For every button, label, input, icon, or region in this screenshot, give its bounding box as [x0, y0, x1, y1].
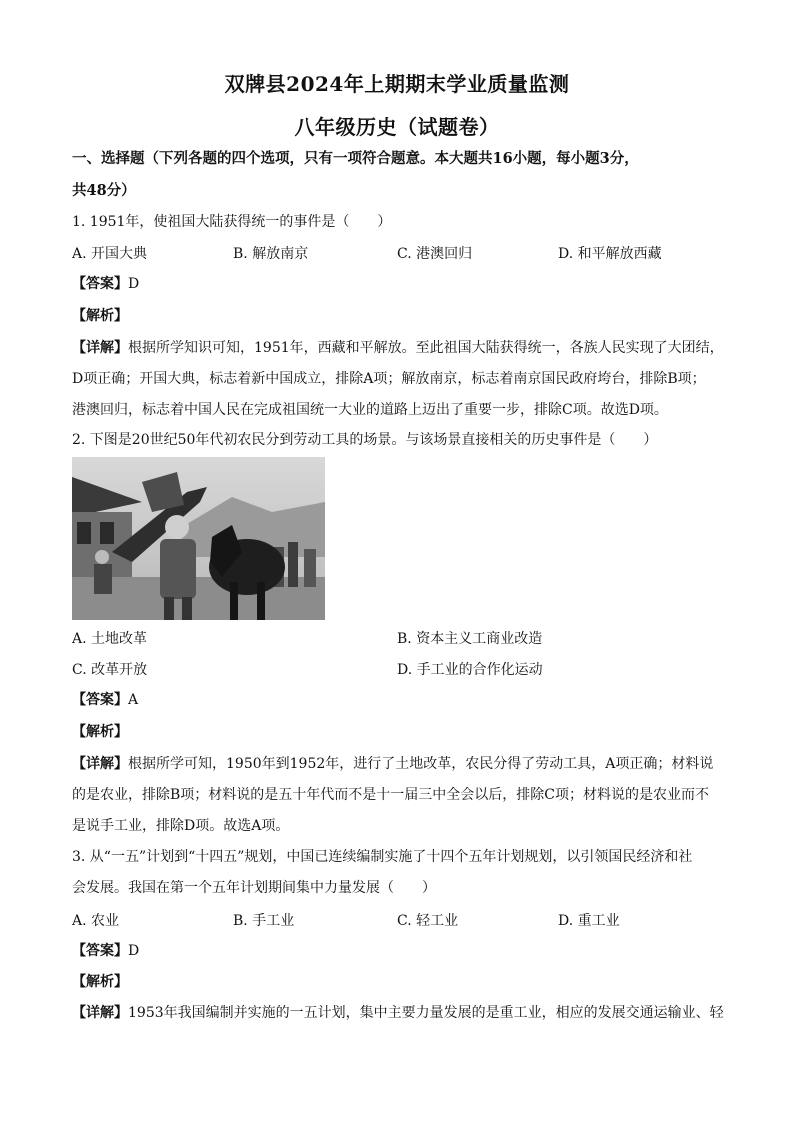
q1-option-a: A. 开国大典	[72, 246, 148, 262]
answer-tag: 【答案】	[72, 276, 128, 292]
detail-text: 根据所学知识可知，1951年，西藏和平解放。至此祖国大陆获得统一，各族人民实现了大团结，	[128, 340, 724, 356]
answer-value: D	[128, 276, 140, 292]
q3-answer	[72, 941, 724, 961]
q1-detail-line3: 港澳回归，标志着中国人民在完成祖国统一大业的道路上迈出了重要一步，排除C项。故选D项。	[72, 402, 668, 418]
section-heading-line1: 一、选择题（下列各题的四个选项，只有一项符合题意。本大题共16小题，每小题3分，	[72, 150, 639, 167]
q3-detail-line1	[72, 1003, 724, 1023]
q2-detail-line2: 的是农业，排除B项；材料说的是五十年代而不是十一届三中全会以后，排除C项；材料说的是农业而不	[72, 787, 709, 803]
q2-option-c: C. 改革开放	[72, 662, 148, 678]
q2-option-b: B. 资本主义工商业改造	[397, 631, 543, 647]
q3-option-d: D. 重工业	[558, 913, 620, 929]
exam-title: 双牌县2024年上期期末学业质量监测	[224, 72, 570, 96]
detail-text: 根据所学可知，1950年到1952年，进行了土地改革，农民分得了劳动工具，A项正确；材料说	[128, 756, 714, 772]
answer-tag: 【答案】	[72, 943, 128, 959]
q1-analysis-tag: 【解析】	[72, 308, 128, 324]
farmers-tools-photo-illustration	[72, 457, 325, 620]
q2-stem: 2. 下图是20世纪50年代初农民分到劳动工具的场景。与该场景直接相关的历史事件是（ ）	[72, 432, 658, 448]
q2-option-a: A. 土地改革	[72, 631, 148, 647]
q1-detail-line2: D项正确；开国大典，标志着新中国成立，排除A项；解放南京，标志着南京国民政府垮台，排除B项；	[72, 371, 706, 387]
detail-text: 1953年我国编制并实施的一五计划，集中主要力量发展的是重工业，相应的发展交通运输业、轻	[128, 1005, 724, 1021]
q3-stem-line1: 3. 从“一五”计划到“十四五”规划，中国已连续编制实施了十四个五年计划规划，以引领国民经济和社	[72, 849, 693, 865]
q2-detail-line3: 是说手工业，排除D项。故选A项。	[72, 818, 290, 834]
exam-subtitle: 八年级历史（试题卷）	[294, 115, 500, 139]
q1-stem: 1. 1951年，使祖国大陆获得统一的事件是（ ）	[72, 214, 392, 230]
q3-analysis-tag: 【解析】	[72, 974, 128, 990]
detail-tag: 【详解】	[72, 1005, 128, 1021]
q2-analysis-tag: 【解析】	[72, 724, 128, 740]
detail-tag: 【详解】	[72, 340, 128, 356]
q3-stem-line2: 会发展。我国在第一个五年计划期间集中力量发展（ ）	[72, 880, 436, 896]
q2-answer	[72, 690, 724, 710]
q1-option-d: D. 和平解放西藏	[558, 246, 662, 262]
answer-value: D	[128, 943, 140, 959]
detail-tag: 【详解】	[72, 756, 128, 772]
answer-value: A	[128, 692, 139, 708]
q3-option-a: A. 农业	[72, 913, 120, 929]
q1-detail-line1	[72, 338, 724, 358]
farmers-tools-photo	[72, 457, 325, 620]
q2-option-d: D. 手工业的合作化运动	[397, 662, 543, 678]
section-heading-line2: 共48分）	[72, 182, 136, 199]
q3-option-b: B. 手工业	[233, 913, 295, 929]
answer-tag: 【答案】	[72, 692, 128, 708]
q1-option-c: C. 港澳回归	[397, 246, 473, 262]
q1-option-b: B. 解放南京	[233, 246, 309, 262]
q2-detail-line1	[72, 754, 724, 774]
q3-option-c: C. 轻工业	[397, 913, 459, 929]
q1-answer	[72, 274, 724, 294]
